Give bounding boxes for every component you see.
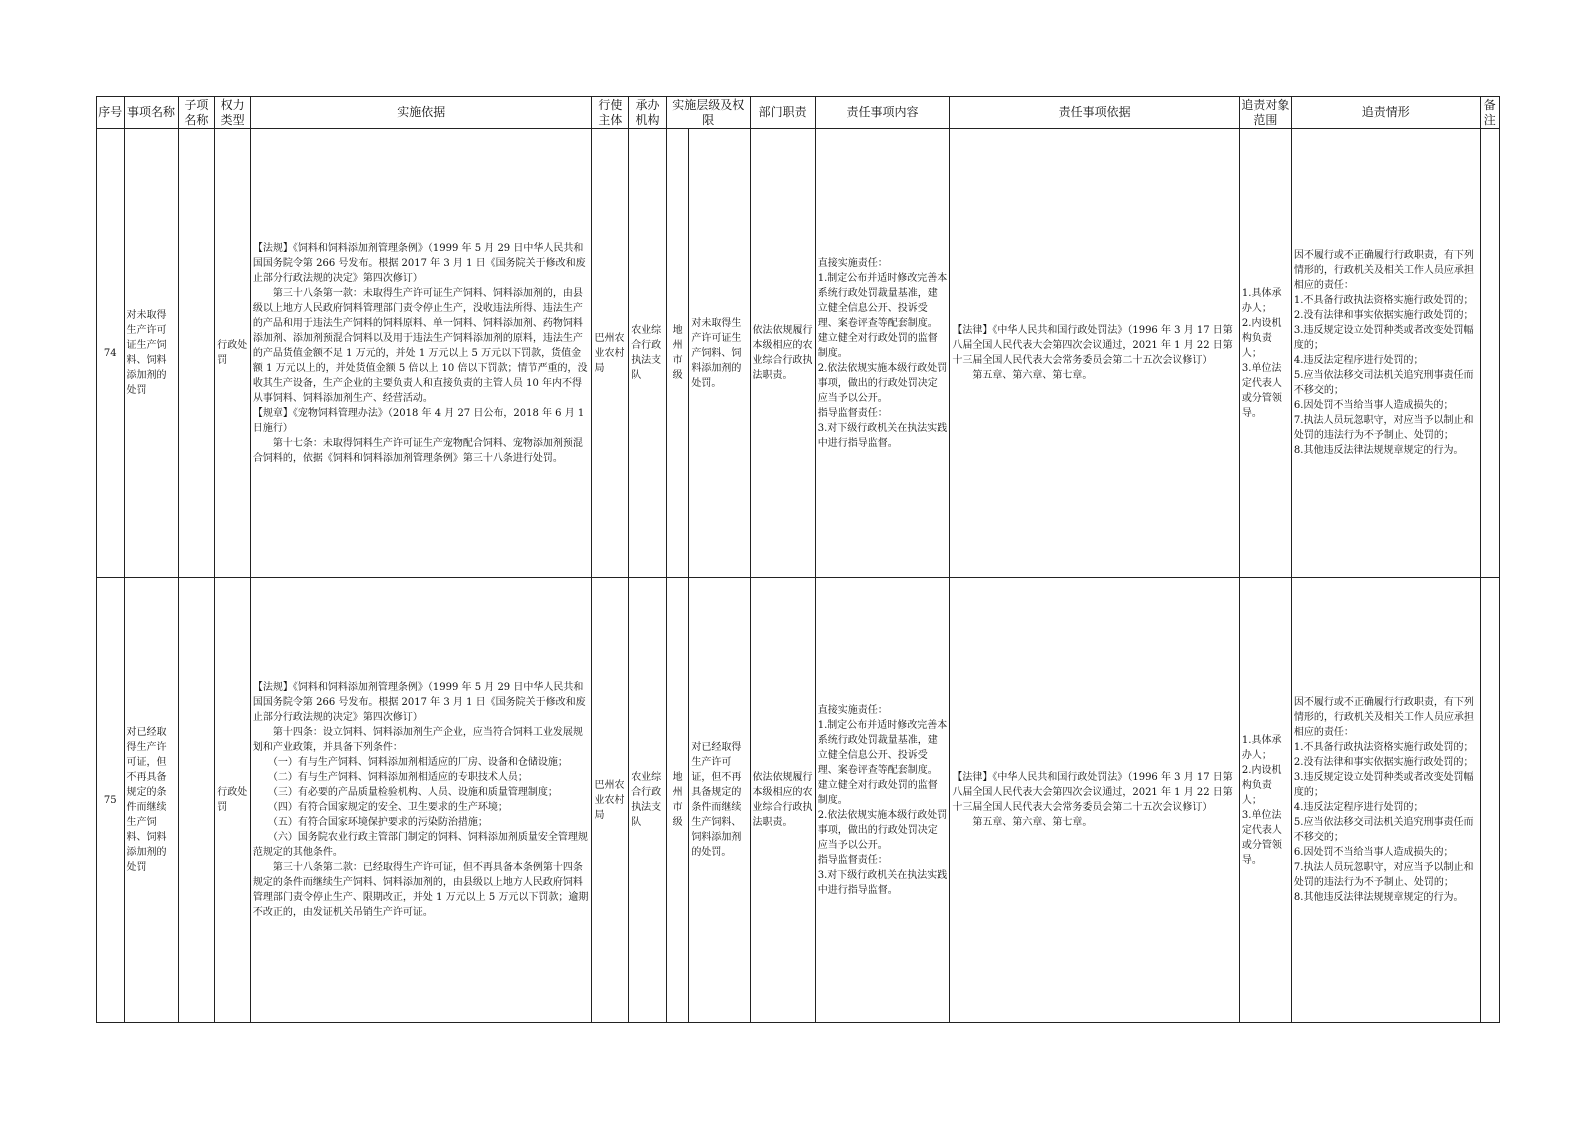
header-resp-content: 责任事项内容 [815, 97, 950, 129]
row-sub-item [178, 129, 215, 578]
row-duty: 依法依规履行本级相应的农业综合行政执法职责。 [750, 129, 815, 578]
row-scope: 1.具体承办人； 2.内设机构负责人； 3.单位法定代表人或分管领导。 [1239, 578, 1291, 1023]
table-row [97, 129, 1500, 578]
header-situation: 追责情形 [1291, 97, 1480, 129]
header-power-type: 权力类型 [215, 97, 251, 129]
row-agency: 农业综合行政执法支队 [629, 129, 667, 578]
row-power-type: 行政处罚 [215, 129, 251, 578]
row-basis: 【法规】《饲料和饲料添加剂管理条例》（1999 年 5 月 29 日中华人民共和国国务院令第 266 号发布。根据 2017 年 3 月 1 日《国务院关于修改和废止部分行政法规的决定》第四次修订） 第三十八条第一款：未取得生产许可证生产饲料、饲料添加剂的，由县级以上地方人民政府饲料管理部门责令停止生产，没收违法所得、违法生产的产品和用于违法生产饲料的饲料原料、单一饲料、饲料添加剂、药物饲料添加剂、添加剂预混合饲料以及用于违法生产饲料添加剂的原料，违法生产的产品货值金额不足 1 万元的，并处 1 万元以上 5 万元以下罚款，货值金额 1 万元以上的，并处货值金额 5 倍以上 10 倍以下罚款；情节严重的，没收其生产设备，生产企业的主要负责人和直接负责的主管人员 10 年内不得从事饲料、饲料添加剂生产、经营活动。 【规章】《宠物饲料管理办法》（2018 年 4 月 27 日公布，2018 年 6 月 1 日施行） 第十七条：未取得饲料生产许可证生产宠物配合饲料、宠物添加剂预混合饲料的，依据《饲料和饲料添加剂管理条例》第三十八条进行处罚。 [250, 129, 592, 578]
power-list-table [96, 96, 1500, 1023]
header-row [97, 97, 1500, 129]
row-authority: 对已经取得生产许可证，但不再具备规定的条件而继续生产饲料、饲料添加剂的处罚。 [689, 578, 750, 1023]
row-seq: 75 [97, 578, 125, 1023]
row-subject: 巴州农业农村局 [592, 129, 629, 578]
row-basis: 【法规】《饲料和饲料添加剂管理条例》（1999 年 5 月 29 日中华人民共和国国务院令第 266 号发布。根据 2017 年 3 月 1 日《国务院关于修改和废止部分行政法规的决定》第四次修订） 第十四条：设立饲料、饲料添加剂生产企业，应当符合饲料工业发展规划和产业政策，并具备下列条件： （一）有与生产饲料、饲料添加剂相适应的厂房、设备和仓储设施； （二）有与生产饲料、饲料添加剂相适应的专职技术人员； （三）有必要的产品质量检验机构、人员、设施和质量管理制度； （四）有符合国家规定的安全、卫生要求的生产环境； （五）有符合国家环境保护要求的污染防治措施； （六）国务院农业行政主管部门制定的饲料、饲料添加剂质量安全管理规范规定的其他条件。 第三十八条第二款：已经取得生产许可证，但不再具备本条例第十四条规定的条件而继续生产饲料、饲料添加剂的，由县级以上地方人民政府饲料管理部门责令停止生产、限期改正，并处 1 万元以上 5 万元以下罚款；逾期不改正的，由发证机关吊销生产许可证。 [250, 578, 592, 1023]
row-seq: 74 [97, 129, 125, 578]
row-agency: 农业综合行政执法支队 [629, 578, 667, 1023]
row-situation: 因不履行或不正确履行行政职责，有下列情形的，行政机关及相关工作人员应承担相应的责任： 1.不具备行政执法资格实施行政处罚的； 2.没有法律和事实依据实施行政处罚的； 3.违反规定设立处罚种类或者改变处罚幅度的； 4.违反法定程序进行处罚的； 5.应当依法移交司法机关追究刑事责任而不移交的； 6.因处罚不当给当事人造成损失的； 7.执法人员玩忽职守，对应当予以制止和处罚的违法行为不予制止、处罚的； 8.其他违反法律法规规章规定的行为。 [1291, 578, 1480, 1023]
header-sub-item: 子项名称 [178, 97, 215, 129]
header-seq: 序号 [97, 97, 125, 129]
row-resp-basis: 【法律】《中华人民共和国行政处罚法》（1996 年 3 月 17 日第八届全国人民代表大会第四次会议通过，2021 年 1 月 22 日第十三届全国人民代表大会常务委员会第二十五次会议修订） 第五章、第六章、第七章。 [950, 129, 1240, 578]
header-resp-basis: 责任事项依据 [950, 97, 1240, 129]
row-item-name: 对未取得生产许可证生产饲料、饲料添加剂的处罚 [124, 129, 178, 578]
row-subject: 巴州农业农村局 [592, 578, 629, 1023]
row-remark [1480, 578, 1499, 1023]
row-sub-item [178, 578, 215, 1023]
header-subject: 行使主体 [592, 97, 629, 129]
row-scope: 1.具体承办人； 2.内设机构负责人； 3.单位法定代表人或分管领导。 [1239, 129, 1291, 578]
row-level: 地州市级 [666, 129, 688, 578]
row-resp-content: 直接实施责任： 1.制定公布并适时修改完善本系统行政处罚裁量基准，建立健全信息公开、投诉受理、案卷评查等配套制度。建立健全对行政处罚的监督制度。 2.依法依规实施本级行政处罚事项，做出的行政处罚决定应当予以公开。 指导监督责任： 3.对下级行政机关在执法实践中进行指导监督。 [815, 578, 950, 1023]
row-resp-content: 直接实施责任： 1.制定公布并适时修改完善本系统行政处罚裁量基准，建立健全信息公开、投诉受理、案卷评查等配套制度。建立健全对行政处罚的监督制度。 2.依法依规实施本级行政处罚事项，做出的行政处罚决定应当予以公开。 指导监督责任： 3.对下级行政机关在执法实践中进行指导监督。 [815, 129, 950, 578]
header-level: 实施层级及权限 [666, 97, 750, 129]
row-remark [1480, 129, 1499, 578]
row-level: 地州市级 [666, 578, 688, 1023]
header-item-name: 事项名称 [124, 97, 178, 129]
row-authority: 对未取得生产许可证生产饲料、饲料添加剂的处罚。 [689, 129, 750, 578]
header-basis: 实施依据 [250, 97, 592, 129]
row-duty: 依法依规履行本级相应的农业综合行政执法职责。 [750, 578, 815, 1023]
row-situation: 因不履行或不正确履行行政职责，有下列情形的，行政机关及相关工作人员应承担相应的责任： 1.不具备行政执法资格实施行政处罚的； 2.没有法律和事实依据实施行政处罚的； 3.违反规定设立处罚种类或者改变处罚幅度的； 4.违反法定程序进行处罚的； 5.应当依法移交司法机关追究刑事责任而不移交的； 6.因处罚不当给当事人造成损失的； 7.执法人员玩忽职守，对应当予以制止和处罚的违法行为不予制止、处罚的； 8.其他违反法律法规规章规定的行为。 [1291, 129, 1480, 578]
header-duty: 部门职责 [750, 97, 815, 129]
row-resp-basis: 【法律】《中华人民共和国行政处罚法》（1996 年 3 月 17 日第八届全国人民代表大会第四次会议通过，2021 年 1 月 22 日第十三届全国人民代表大会常务委员会第二十五次会议修订） 第五章、第六章、第七章。 [950, 578, 1240, 1023]
header-agency: 承办机构 [629, 97, 667, 129]
header-scope: 追责对象范围 [1241, 97, 1290, 127]
header-remark: 备注 [1480, 97, 1499, 129]
row-power-type: 行政处罚 [215, 578, 251, 1023]
table-row [97, 578, 1500, 1023]
row-item-name: 对已经取得生产许可证，但不再具备规定的条件而继续生产饲料、饲料添加剂的处罚 [124, 578, 178, 1023]
